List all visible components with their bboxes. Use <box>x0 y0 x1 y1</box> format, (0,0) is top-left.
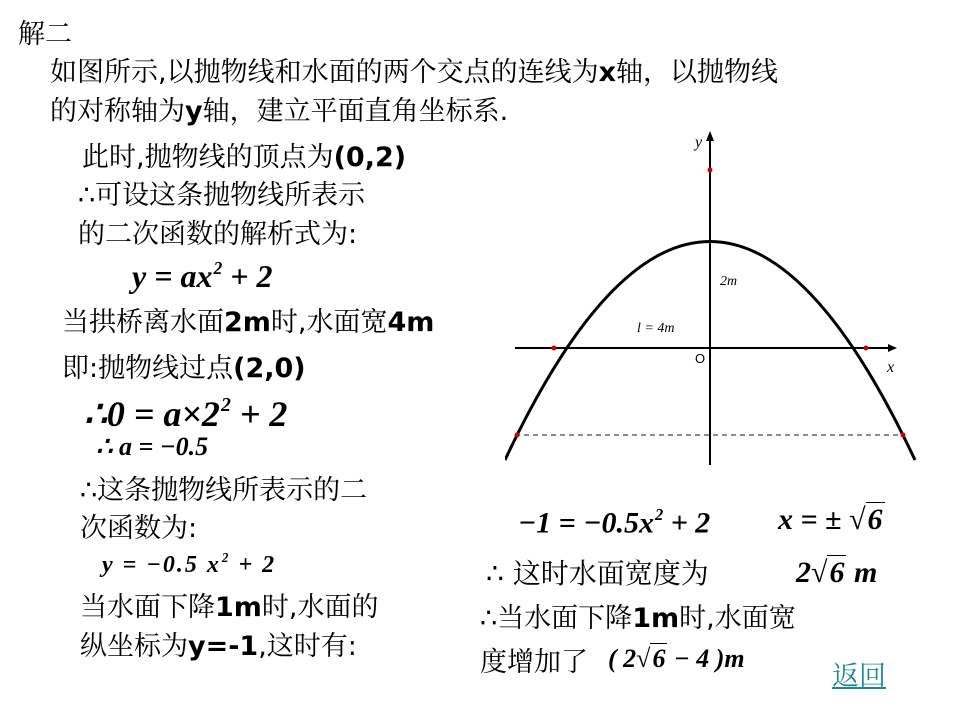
cond-text: 时,水面宽 <box>270 307 388 338</box>
equation-x-value: x = ± √6 <box>778 503 883 536</box>
y-axis-arrow-icon <box>706 131 714 141</box>
drop-text: 时,水面的 <box>261 592 379 623</box>
conclusion-text: 度增加了 <box>480 647 588 678</box>
lowered-right-marker <box>901 433 906 438</box>
width-value: 2√6 m <box>796 556 878 589</box>
condition-line <box>62 306 434 340</box>
vertex-point: (0,2) <box>333 142 407 173</box>
x-axis-label: x <box>887 359 895 376</box>
intro-text: 轴，建立平面直角坐标系. <box>202 96 509 127</box>
y-axis-label: y <box>695 134 703 151</box>
parabola-graph <box>505 125 925 465</box>
equation-solve: $-1 = -0.5x^2 + 2$ <box>518 505 711 540</box>
equation-general: $y = ax^2 + 2$ <box>132 258 273 295</box>
cond-width: 4m <box>387 307 435 338</box>
increase-value: ( 2√6 − 4 )m <box>608 644 745 673</box>
passes-point: (2,0) <box>233 353 306 384</box>
vertex-line <box>82 141 406 175</box>
conclusion-amount: 1m <box>632 603 680 634</box>
coordinate-line <box>80 630 357 664</box>
conclusion-text: ∴当水面下降 <box>480 603 633 634</box>
x-axis-arrow-icon <box>888 344 897 352</box>
vertex-text: 此时,抛物线的顶点为 <box>82 142 334 173</box>
lowered-left-marker <box>515 433 520 438</box>
origin-label: O <box>695 351 706 366</box>
intro-line-1 <box>50 56 778 90</box>
conclusion-line-1 <box>480 602 796 636</box>
passes-point-line <box>62 352 306 386</box>
intro-text: 的对称轴为 <box>50 96 185 127</box>
conclusion-text: 时,水面宽 <box>679 603 796 634</box>
height-label: 2m <box>720 274 738 289</box>
conclusion-line-2 <box>480 646 588 680</box>
width-text: ∴ 这时水面宽度为 <box>486 557 709 590</box>
left-intersection-marker <box>552 346 557 351</box>
intro-x-axis: x <box>598 57 617 88</box>
intro-line-2 <box>50 95 508 129</box>
right-intersection-marker <box>864 346 869 351</box>
coord-value: y=-1 <box>188 631 259 662</box>
intro-text: 轴，以抛物线 <box>616 57 779 88</box>
drop-text: 当水面下降 <box>80 592 215 623</box>
vertex-point-marker <box>708 168 713 173</box>
cond-height: 2m <box>224 307 271 338</box>
equation-final: y = −0.5 $x^2 + 2$ <box>102 550 277 578</box>
back-link[interactable]: 返回 <box>832 661 886 692</box>
width-label: l = 4m <box>637 321 675 336</box>
equation-substitution: ∴0 = $a\times 2^2 + 2$ <box>84 394 288 434</box>
passes-text: 即:抛物线过点 <box>62 353 234 384</box>
cond-text: 当拱桥离水面 <box>62 307 224 338</box>
width-line <box>486 557 709 591</box>
setup-cont-line: 的二次函数的解析式为: <box>78 219 358 250</box>
result-line-1: ∴这条抛物线所表示的二 <box>80 475 368 506</box>
drop-amount: 1m <box>215 592 262 623</box>
coord-text: ,这时有: <box>258 631 357 662</box>
drop-line <box>80 591 379 625</box>
intro-text: 如图所示,以抛物线和水面的两个交点的连线为 <box>50 57 599 88</box>
setup-line: ∴可设这条抛物线所表示 <box>78 180 366 211</box>
equation-a-value: ∴ a = −0.5 <box>96 432 209 461</box>
result-line-2: 次函数为: <box>80 513 198 544</box>
coord-text: 纵坐标为 <box>80 631 188 662</box>
intro-y-axis: y <box>185 96 203 127</box>
solution-title: 解二 <box>18 19 72 50</box>
